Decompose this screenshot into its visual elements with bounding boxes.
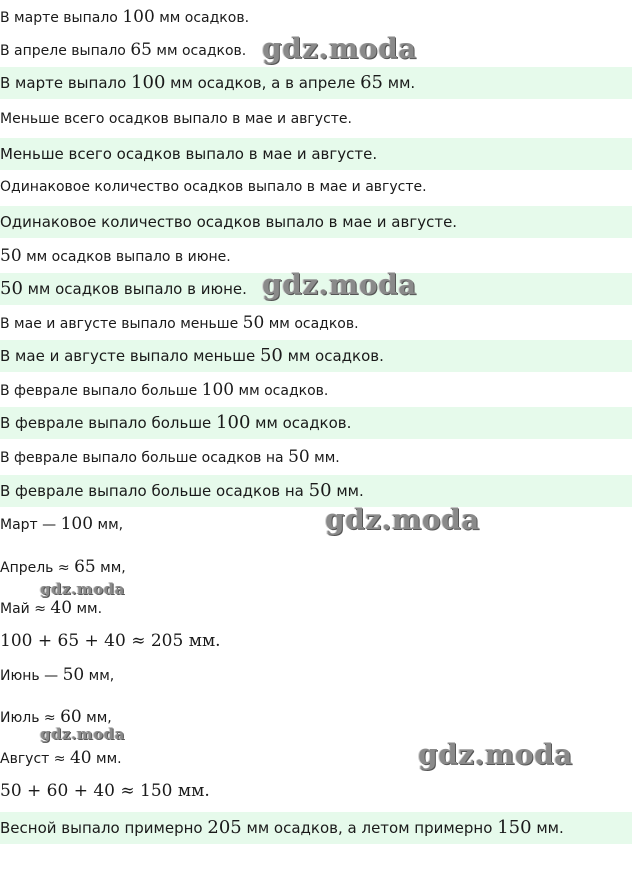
answer-february-more: В феврале выпало больше 100 мм осадков. — [0, 407, 632, 439]
statement-february-more: В феврале выпало больше 100 мм осадков. — [0, 380, 329, 400]
statement-april: В апреле выпало 65 мм осадков. — [0, 40, 247, 60]
calc-august: Август ≈ 40 мм. — [0, 748, 122, 768]
calc-april: Апрель ≈ 65 мм, — [0, 557, 126, 577]
watermark-logo: gdz.moda — [418, 738, 573, 771]
watermark-logo: gdz.moda — [40, 580, 125, 598]
answer-min: Меньше всего осадков выпало в мае и августе. — [0, 138, 632, 170]
watermark-logo: gdz.moda — [325, 503, 480, 536]
watermark-logo: gdz.moda — [262, 268, 417, 301]
watermark-logo: gdz.moda — [40, 725, 125, 743]
statement-march: В марте выпало 100 мм осадков. — [0, 7, 250, 27]
calc-summer-sum: 50 + 60 + 40 ≈ 150 мм. — [0, 781, 210, 801]
statement-june: 50 мм осадков выпало в июне. — [0, 246, 231, 266]
calc-march: Март — 100 мм, — [0, 514, 124, 534]
answer-february-diff: В феврале выпало больше осадков на 50 мм. — [0, 475, 632, 507]
answer-june: 50 мм осадков выпало в июне. — [0, 273, 632, 305]
answer-march-april: В марте выпало 100 мм осадков, а в апреле 65 мм. — [0, 67, 632, 99]
statement-february-diff: В феврале выпало больше осадков на 50 мм. — [0, 447, 340, 467]
calc-spring-sum: 100 + 65 + 40 ≈ 205 мм. — [0, 631, 221, 651]
watermark-logo: gdz.moda — [262, 32, 417, 65]
calc-july: Июль ≈ 60 мм, — [0, 707, 112, 727]
final-answer: Весной выпало примерно 205 мм осадков, а летом примерно 150 мм. — [0, 812, 632, 844]
statement-equal: Одинаковое количество осадков выпало в мае и августе. — [0, 179, 427, 195]
answer-equal: Одинаковое количество осадков выпало в мае и августе. — [0, 206, 632, 238]
answer-may-august: В мае и августе выпало меньше 50 мм осадков. — [0, 340, 632, 372]
statement-min: Меньше всего осадков выпало в мае и августе. — [0, 111, 352, 127]
calc-june: Июнь — 50 мм, — [0, 665, 115, 685]
calc-may: Май ≈ 40 мм. — [0, 598, 103, 618]
statement-may-august: В мае и августе выпало меньше 50 мм осадков. — [0, 313, 359, 333]
